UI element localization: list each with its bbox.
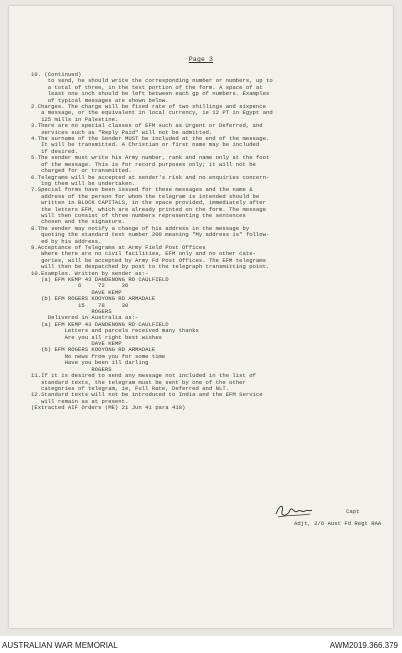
text-line: Where there are no civil facilities, EFM only and no other cate-: [31, 250, 256, 258]
text-line: standard texts, the telegram must be sent by one of the other: [31, 378, 246, 386]
text-line: DAVE KEMP: [31, 288, 122, 296]
text-line: written in BLOCK CAPITALS, in the space provided, immediately after: [31, 199, 266, 207]
text-line: will remain as at present.: [31, 397, 129, 405]
text-line: ing them will be undertaken.: [31, 179, 136, 187]
text-line: 6 72 36: [31, 282, 129, 290]
document-body: [31, 72, 377, 412]
document-page: [9, 6, 393, 628]
text-line: 12.Standard texts will not be introduced to India and the EFM Service: [31, 391, 263, 399]
text-line: of the message. This is for record purposes only; it will not be: [31, 160, 256, 168]
text-line: of typical messages are shown below.: [31, 96, 169, 104]
text-line: Have you been ill darling: [31, 359, 149, 367]
text-line: if desired.: [31, 147, 78, 155]
text-line: 6.Telegrams will be accepted at sender's risk and no enquiries concern-: [31, 173, 270, 181]
text-line: categories of telegram, ie, Full Rate, Deferred and NLT.: [31, 384, 230, 392]
text-line: a message, or the equivalent in local currency, ie 12 PT in Egypt and: [31, 109, 273, 117]
text-line: address of the person for whom the telegram is intended should be: [31, 192, 260, 200]
text-line: 2.Charges. The charge will be fixed rate of two shillings and sixpence: [31, 103, 266, 111]
page-label: Page 3: [188, 56, 214, 63]
text-line: services such as "Reply Paid" will not be admitted.: [31, 128, 213, 136]
text-line: It will be transmitted. A Christian or first name may be included: [31, 141, 260, 149]
signature-rank: Capt: [346, 508, 360, 515]
handwritten-signature: [274, 502, 314, 520]
text-line: (b) EFM ROGERS KOOYONG RD ARMADALE: [31, 346, 156, 354]
footer-institution: AUSTRALIAN WAR MEMORIAL: [2, 641, 118, 650]
text-line: will then consist of three numbers representing the sentences: [31, 211, 246, 219]
footer-accession-number: AWM2019.366.379: [329, 641, 398, 650]
text-line: 7.Special forms have been issued for these messages and the name &: [31, 186, 253, 194]
text-line: (a) EFM KEMP 43 DANDENONG RD CAULFIELD: [31, 320, 169, 328]
text-line: Letters and parcels received many thanks: [31, 327, 199, 335]
text-line: 10. (Continued): [31, 71, 82, 78]
text-line: (a) EFM KEMP 43 DANDENONG RD CAULFIELD: [31, 276, 169, 283]
text-line: 11.If it is desired to send any message not included in the list of: [31, 372, 256, 380]
text-line: Delivered in Australia as:-: [31, 314, 139, 322]
text-line: 125 mills in Palestine.: [31, 115, 119, 123]
text-line: DAVE KEMP: [31, 340, 122, 348]
text-line: (b) EFM ROGERS KOOYONG RD ARMADALE: [31, 295, 156, 303]
text-line: 5.The sender must write his Army number, rank and name only at the foot: [31, 154, 270, 162]
text-line: 8.The sender may notify a change of his address in the message by: [31, 224, 250, 232]
text-line: 10.Examples. Written by sender as:-: [31, 269, 149, 277]
text-line: gories, will be accepted by Army Fd Post Offices. The EFM telegrams: [31, 256, 266, 264]
text-line: ROGERS: [31, 365, 112, 373]
text-line: 9.Acceptance of Telegrams at Army Field Post Offices: [31, 243, 206, 251]
text-line: will then be despatched by post to the telegraph transmitting point.: [31, 263, 270, 271]
text-line: charged for or transmitted.: [31, 167, 132, 175]
text-line: 15 78 30: [31, 301, 129, 309]
text-line: least one inch should be left between each gp of numbers. Examples: [31, 90, 270, 98]
text-line: ed by his address.: [31, 237, 102, 245]
text-line: 3.There are no special classes of EFM such as Urgent or Deferred, and: [31, 122, 263, 130]
text-line: quoting the standard text number 200 meaning "My address is" follow-: [31, 231, 270, 239]
signature-unit: Adjt, 2/6 Aust Fd Regt RAA: [294, 520, 382, 527]
text-line: ROGERS: [31, 308, 112, 316]
text-line: a total of three, in the text portion of the form. A space of at: [31, 83, 263, 91]
text-line: 4.The surname of the Sender MUST be included at the end of the message.: [31, 135, 270, 143]
text-line: No news from you for some time: [31, 352, 166, 360]
text-line: chosen and the signature.: [31, 218, 125, 226]
text-line: the letters EFM, which are already printed on the form. The message: [31, 205, 266, 213]
text-line: (Extracted AIF Orders (ME) 21 Jun 41 para 418): [31, 404, 186, 412]
text-line: Are you all right best wishes: [31, 333, 162, 341]
text-line: to send, he should write the corresponding number or numbers, up to: [31, 77, 273, 85]
footer-bar: [0, 636, 402, 653]
